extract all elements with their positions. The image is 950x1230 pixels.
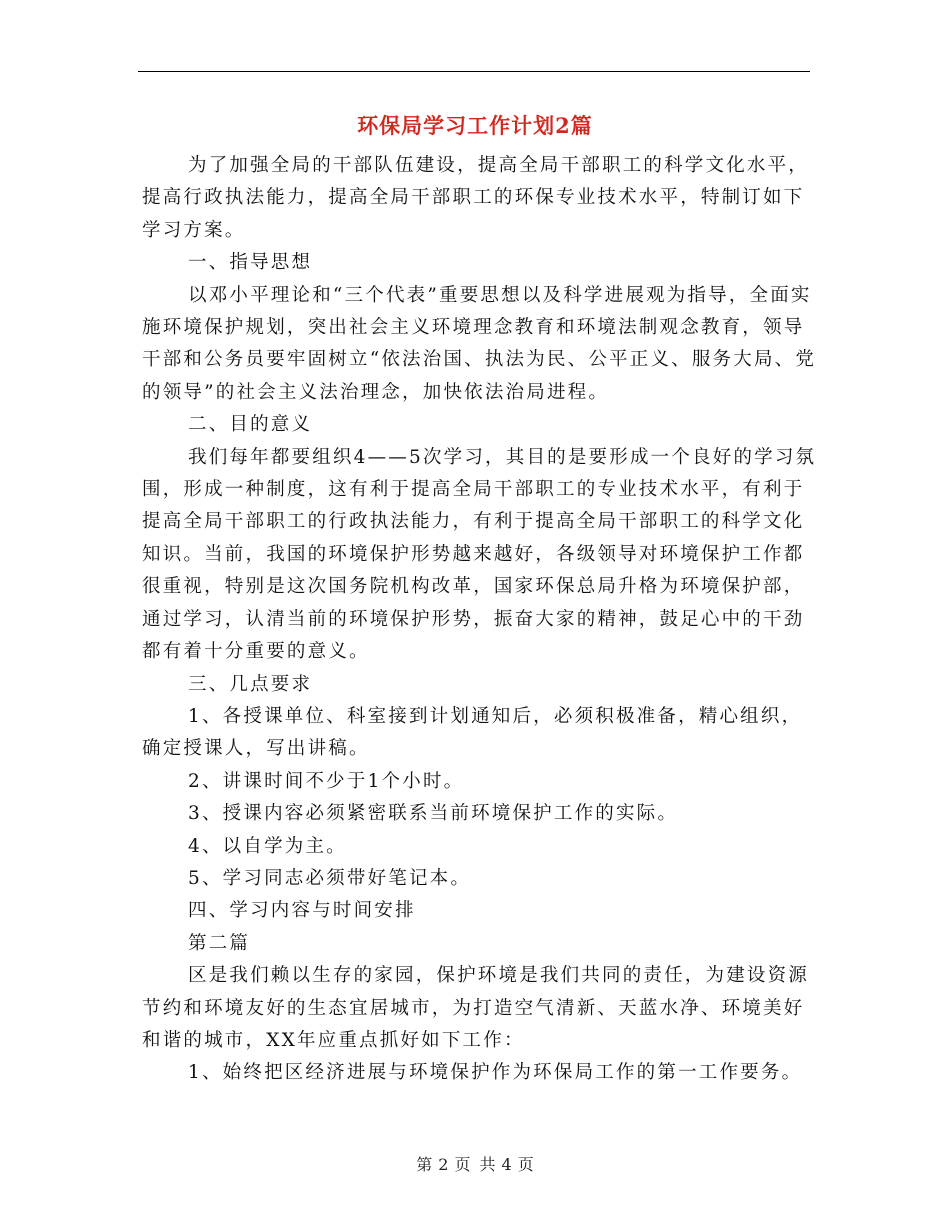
footer-middle: 页 共 bbox=[454, 1155, 496, 1174]
requirement-item-2: 2、讲课时间不少于1个小时。 bbox=[188, 770, 465, 792]
heading-content-schedule: 四、学习内容与时间安排 bbox=[188, 900, 416, 922]
paragraph-purpose: 我们每年都要组织4——5次学习，其目的是要形成一个良好的学习氛围，形成一种制度，这有利于提高全局干部职工的专业技术水平，有利于提高全局干部职工的行政执法能力，有利于提高全局干部职工的科学文化知识。当前，我国的环境保护形势越来越好，各级领导对环境保护工作都很重视，特别是这次国务院机构改革，国家环保总局升格为环境保护部，通过学习，认清当前的环境保护形势，振奋大家的精神，鼓足心中的干劲都有着十分重要的意义。 bbox=[142, 446, 817, 663]
paragraph-guiding-ideology: 以邓小平理论和“三个代表”重要思想以及科学进展观为指导，全面实施环境保护规划，突出社会主义环境理念教育和环境法制观念教育，领导干部和公务员要牢固树立“依法治国、执法为民、公平正义、服务大局、党的领导”的社会主义法治理念，加快依法治局进程。 bbox=[142, 284, 817, 403]
requirement-item-5: 5、学习同志必须带好笔记本。 bbox=[188, 867, 472, 889]
paragraph-second-intro: 区是我们赖以生存的家园，保护环境是我们共同的责任，为建设资源节约和环境友好的生态宜居城市，为打造空气清新、天蓝水净、环境美好和谐的城市，XX年应重点抓好如下工作： bbox=[142, 965, 810, 1051]
heading-requirements: 三、几点要求 bbox=[188, 673, 313, 695]
page-footer bbox=[0, 1153, 950, 1177]
requirement-item-3: 3、授课内容必须紧密联系当前环境保护工作的实际。 bbox=[188, 803, 679, 825]
header-rule bbox=[138, 71, 810, 72]
heading-guiding-ideology: 一、指导思想 bbox=[188, 252, 313, 274]
footer-suffix: 页 bbox=[517, 1155, 534, 1174]
footer-prefix: 第 bbox=[416, 1155, 433, 1174]
document-body bbox=[142, 150, 818, 1090]
heading-second-article: 第二篇 bbox=[188, 932, 251, 954]
second-item-1: 1、始终把区经济进展与环境保护作为环保局工作的第一工作要务。 bbox=[188, 1062, 803, 1084]
requirement-item-1: 1、各授课单位、科室接到计划通知后，必须积极准备，精心组织，确定授课人，写出讲稿。 bbox=[142, 705, 803, 760]
paragraph-intro: 为了加强全局的干部队伍建设，提高全局干部职工的科学文化水平，提高行政执法能力，提高全局干部职工的环保专业技术水平，特制订如下学习方案。 bbox=[142, 155, 810, 241]
footer-current-page: 2 bbox=[438, 1155, 449, 1174]
document-title: 环保局学习工作计划2篇 bbox=[357, 113, 593, 138]
heading-purpose: 二、目的意义 bbox=[188, 414, 313, 436]
footer-total-pages: 4 bbox=[501, 1155, 512, 1174]
requirement-item-4: 4、以自学为主。 bbox=[188, 835, 347, 857]
